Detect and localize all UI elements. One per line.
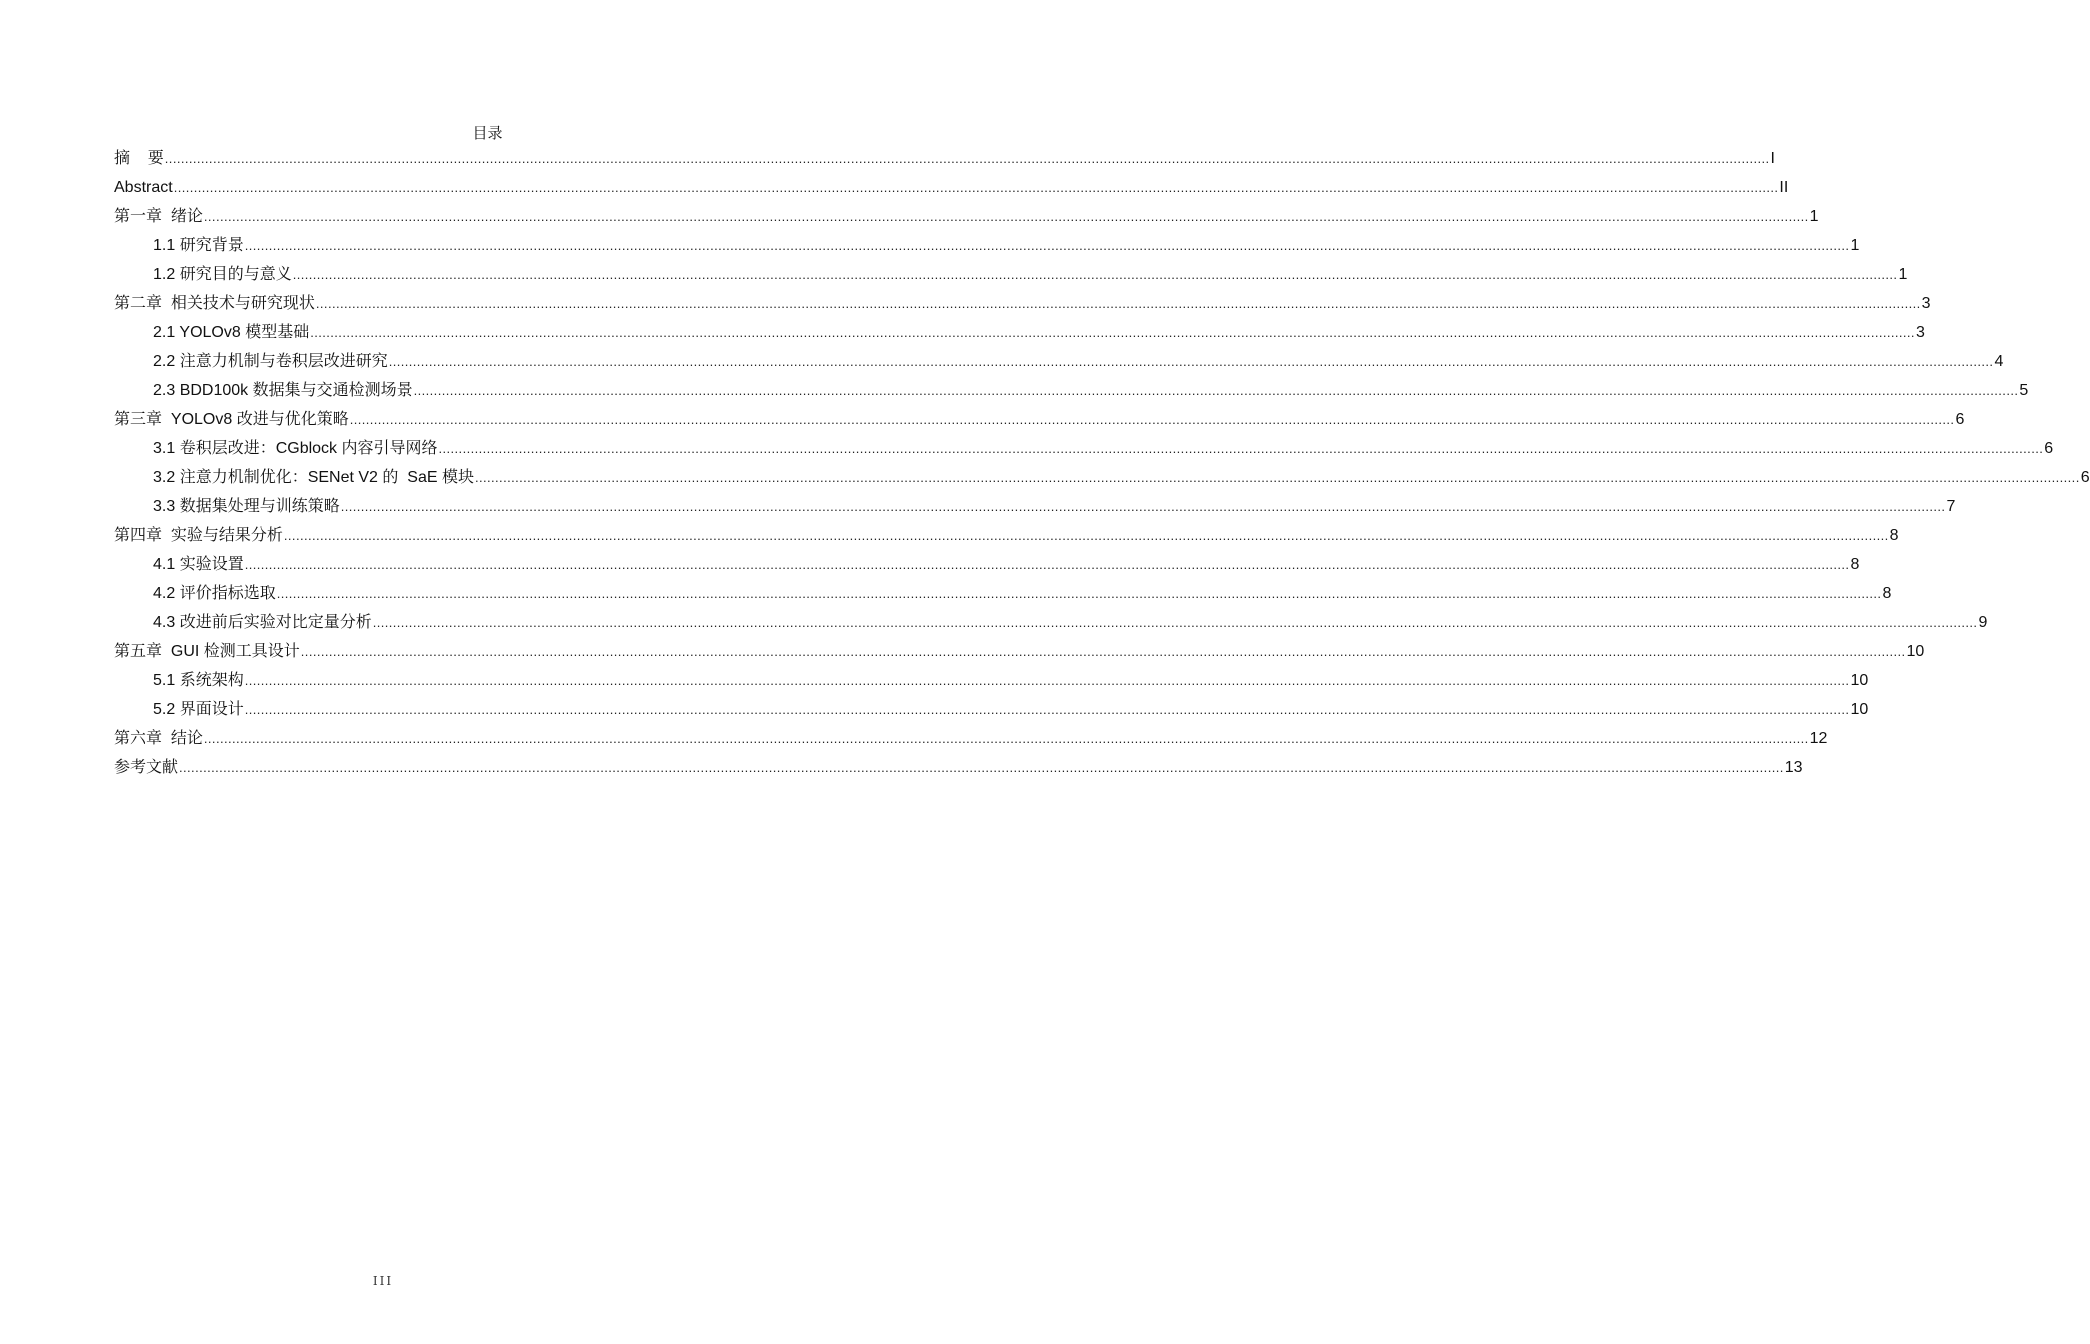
toc-dot-leader: ................................................................................................................................................................................................................................................................................................................................................................................................................ [244, 557, 1850, 572]
toc-section-entry[interactable] [114, 550, 1860, 579]
toc-entry-label: 第三章 YOLOv8 改进与优化策略 [114, 411, 349, 428]
toc-dot-leader: ................................................................................................................................................................................................................................................................................................................................................................................................................ [203, 209, 1809, 224]
toc-entry-label: 第四章 实验与结果分析 [114, 527, 283, 544]
toc-dot-leader: ................................................................................................................................................................................................................................................................................................................................................................................................................ [315, 296, 1921, 311]
toc-entry-page-number: 6 [2080, 469, 2090, 486]
toc-entry-label: Abstract [114, 179, 173, 196]
toc-dot-leader: ................................................................................................................................................................................................................................................................................................................................................................................................................ [310, 325, 1915, 340]
toc-entry-page-number: 3 [1921, 295, 1931, 312]
toc-chapter-entry[interactable] [114, 753, 1803, 782]
toc-section-entry[interactable] [114, 666, 1869, 695]
toc-entry-label: 4.1 实验设置 [153, 556, 244, 573]
toc-dot-leader: ................................................................................................................................................................................................................................................................................................................................................................................................................ [244, 702, 1850, 717]
toc-entry-page-number: 10 [1850, 672, 1869, 689]
toc-entry-page-number: 9 [1978, 614, 1988, 631]
toc-dot-leader: ................................................................................................................................................................................................................................................................................................................................................................................................................ [276, 586, 1882, 601]
toc-entry-label: 3.3 数据集处理与训练策略 [153, 498, 340, 515]
toc-dot-leader: ................................................................................................................................................................................................................................................................................................................................................................................................................ [413, 383, 2019, 398]
toc-entry-page-number: 5 [2019, 382, 2029, 399]
toc-dot-leader: ................................................................................................................................................................................................................................................................................................................................................................................................................ [438, 441, 2044, 456]
table-of-contents [114, 144, 2090, 782]
toc-entry-label: 第一章 绪论 [114, 208, 203, 225]
toc-entry-page-number: 10 [1850, 701, 1869, 718]
toc-heading: 目录 [472, 124, 503, 142]
toc-entry-label: 第六章 结论 [114, 730, 203, 747]
toc-dot-leader: ................................................................................................................................................................................................................................................................................................................................................................................................................ [340, 499, 1946, 514]
toc-chapter-entry[interactable] [114, 405, 1965, 434]
toc-entry-label: 3.1 卷积层改进：CGblock 内容引导网络 [153, 440, 438, 457]
toc-entry-page-number: 10 [1906, 643, 1925, 660]
toc-dot-leader: ................................................................................................................................................................................................................................................................................................................................................................................................................ [349, 412, 1955, 427]
toc-chapter-entry[interactable] [114, 144, 1775, 173]
toc-dot-leader: ................................................................................................................................................................................................................................................................................................................................................................................................................ [372, 615, 1978, 630]
toc-section-entry[interactable] [114, 260, 1908, 289]
toc-entry-page-number: I [1770, 150, 1775, 167]
toc-section-entry[interactable] [114, 434, 2054, 463]
toc-entry-label: 2.3 BDD100k 数据集与交通检测场景 [153, 382, 413, 399]
toc-entry-page-number: 6 [1955, 411, 1965, 428]
toc-section-entry[interactable] [114, 231, 1860, 260]
toc-section-entry[interactable] [114, 492, 1956, 521]
toc-chapter-entry[interactable] [114, 521, 1899, 550]
toc-dot-leader: ................................................................................................................................................................................................................................................................................................................................................................................................................ [474, 470, 2080, 485]
toc-entry-label: 5.1 系统架构 [153, 672, 244, 689]
toc-entry-page-number: 8 [1889, 527, 1899, 544]
toc-entry-page-number: 1 [1850, 237, 1860, 254]
toc-entry-page-number: 7 [1946, 498, 1956, 515]
toc-entry-page-number: 8 [1882, 585, 1892, 602]
toc-entry-label: 摘 要 [114, 150, 164, 167]
toc-entry-page-number: 3 [1915, 324, 1925, 341]
page-number-footer: III [372, 1274, 394, 1288]
toc-dot-leader: ................................................................................................................................................................................................................................................................................................................................................................................................................ [179, 760, 1784, 775]
toc-entry-page-number: 13 [1784, 759, 1803, 776]
toc-dot-leader: ................................................................................................................................................................................................................................................................................................................................................................................................................ [388, 354, 1994, 369]
toc-entry-label: 第二章 相关技术与研究现状 [114, 295, 315, 312]
toc-entry-page-number: 4 [1994, 353, 2004, 370]
toc-section-entry[interactable] [114, 695, 1869, 724]
toc-entry-page-number: II [1779, 179, 1789, 196]
toc-entry-label: 第五章 GUI 检测工具设计 [114, 643, 300, 660]
toc-chapter-entry[interactable] [114, 724, 1828, 753]
toc-section-entry[interactable] [114, 579, 1892, 608]
toc-entry-label: 4.3 改进前后实验对比定量分析 [153, 614, 372, 631]
toc-dot-leader: ................................................................................................................................................................................................................................................................................................................................................................................................................ [283, 528, 1889, 543]
toc-chapter-entry[interactable] [114, 637, 1925, 666]
toc-entry-label: 1.1 研究背景 [153, 237, 244, 254]
toc-entry-label: 参考文献 [114, 759, 179, 776]
toc-section-entry[interactable] [114, 463, 2090, 492]
toc-section-entry[interactable] [114, 608, 1988, 637]
toc-entry-page-number: 12 [1809, 730, 1828, 747]
toc-dot-leader: ................................................................................................................................................................................................................................................................................................................................................................................................................ [203, 731, 1809, 746]
toc-dot-leader: ................................................................................................................................................................................................................................................................................................................................................................................................................ [244, 673, 1850, 688]
toc-dot-leader: ................................................................................................................................................................................................................................................................................................................................................................................................................ [300, 644, 1906, 659]
toc-chapter-entry[interactable] [114, 289, 1931, 318]
toc-entry-page-number: 1 [1809, 208, 1819, 225]
toc-section-entry[interactable] [114, 376, 2029, 405]
toc-entry-page-number: 1 [1898, 266, 1908, 283]
toc-entry-label: 3.2 注意力机制优化：SENet V2 的 SaE 模块 [153, 469, 474, 486]
toc-entry-page-number: 8 [1850, 556, 1860, 573]
toc-section-entry[interactable] [114, 318, 1925, 347]
toc-dot-leader: ................................................................................................................................................................................................................................................................................................................................................................................................................ [173, 180, 1779, 195]
toc-chapter-entry[interactable] [114, 202, 1819, 231]
toc-entry-page-number: 6 [2044, 440, 2054, 457]
toc-entry-label: 4.2 评价指标选取 [153, 585, 276, 602]
toc-entry-label: 2.1 YOLOv8 模型基础 [153, 324, 310, 341]
toc-dot-leader: ................................................................................................................................................................................................................................................................................................................................................................................................................ [164, 151, 1770, 166]
toc-chapter-entry[interactable] [114, 173, 1789, 202]
toc-entry-label: 5.2 界面设计 [153, 701, 244, 718]
toc-entry-label: 1.2 研究目的与意义 [153, 266, 292, 283]
toc-dot-leader: ................................................................................................................................................................................................................................................................................................................................................................................................................ [292, 267, 1898, 282]
toc-section-entry[interactable] [114, 347, 2004, 376]
toc-dot-leader: ................................................................................................................................................................................................................................................................................................................................................................................................................ [244, 238, 1850, 253]
toc-entry-label: 2.2 注意力机制与卷积层改进研究 [153, 353, 388, 370]
